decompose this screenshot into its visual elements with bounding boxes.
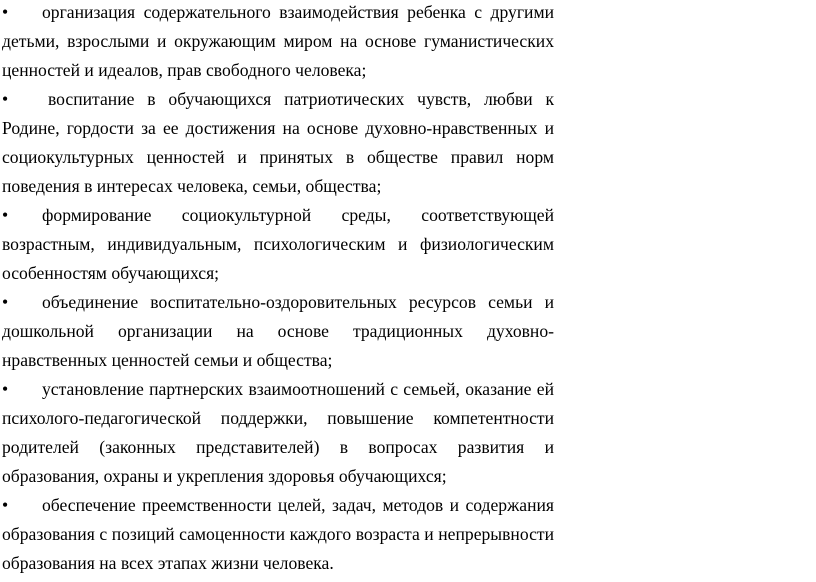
list-item: [2, 201, 554, 288]
bullet-icon: •: [2, 89, 9, 109]
list-item-text: обеспечение преемственности целей, задач, методов и содержания образования с позиций самоценности каждого возраста и непрерывности образования на всех этапах жизни человека.: [2, 495, 554, 573]
bullet-icon: •: [2, 495, 9, 515]
list-item-text: объединение воспитательно-оздоровительных ресурсов семьи и дошкольной организации на основе традиционных духовно-нравственных ценностей семьи и общества;: [2, 292, 554, 370]
list-item-text: формирование социокультурной среды, соответствующей возрастным, индивидуальным, психологическим и физиологическим особенностям обучающихся;: [2, 205, 554, 283]
list-item: [2, 85, 554, 201]
list-item-text: установление партнерских взаимоотношений с семьей, оказание ей психолого-педагогической поддержки, повышение компетентности родителей (законных представителей) в вопросах развития и образования, охраны и укрепления здоровья обучающихся;: [2, 379, 554, 486]
list-item: [2, 375, 554, 491]
list-item: [2, 0, 554, 85]
list-item-text: организация содержательного взаимодействия ребенка с другими детьми, взрослыми и окружающим миром на основе гуманистических ценностей и идеалов, прав свободного человека;: [2, 2, 554, 80]
list-item: [2, 491, 554, 578]
bullet-icon: •: [2, 205, 9, 225]
list-item: [2, 288, 554, 375]
bullet-icon: •: [2, 2, 9, 22]
list-item-text: воспитание в обучающихся патриотических чувств, любви к Родине, гордости за ее достижения на основе духовно-нравственных и социокультурных ценностей и принятых в обществе правил норм поведения в интересах человека, семьи, общества;: [2, 89, 554, 196]
bullet-icon: •: [2, 292, 9, 312]
bullet-icon: •: [2, 379, 9, 399]
